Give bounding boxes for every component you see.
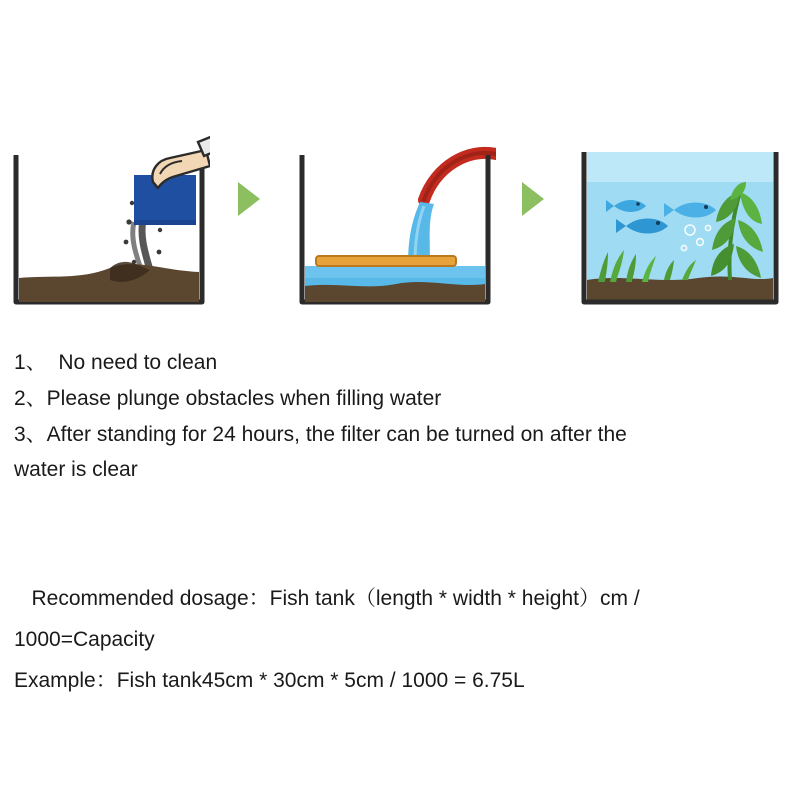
instruction-line-2: 2、Please plunge obstacles when filling water [14, 387, 442, 410]
diagram-step-fill-water [296, 70, 496, 310]
step-3-illustration [578, 70, 783, 310]
tank-contents-step3 [587, 152, 773, 302]
diagram-step-pour-substrate [10, 70, 210, 310]
plate-icon [316, 256, 456, 266]
dosage-formula-line-1: Recommended dosage：Fish tank（length * width * height）cm / [14, 587, 646, 610]
dosage-section [14, 578, 789, 701]
blue-bag-icon [134, 175, 196, 225]
arrow-step1-to-step2 [238, 182, 260, 216]
dosage-formula-line-2: 1000=Capacity [14, 628, 155, 651]
dosage-example-line: Example：Fish tank45cm * 30cm * 5cm / 1000 = 6.75L [14, 669, 525, 692]
instruction-line-3: 3、After standing for 24 hours, the filter can be turned on after the [14, 423, 627, 446]
diagram-step-finished-tank [578, 70, 778, 310]
instructions-list [14, 345, 784, 487]
substrate-layer-step1 [19, 262, 199, 302]
arrow-step2-to-step3 [522, 182, 544, 216]
step-2-illustration [296, 70, 496, 310]
process-diagram [0, 70, 800, 310]
instruction-line-1: 1、 No need to clean [14, 351, 218, 374]
hose-icon [424, 153, 496, 200]
instruction-line-3-continued: water is clear [14, 458, 138, 481]
substrate-layer-step2 [305, 282, 485, 302]
step-1-illustration [10, 70, 210, 310]
